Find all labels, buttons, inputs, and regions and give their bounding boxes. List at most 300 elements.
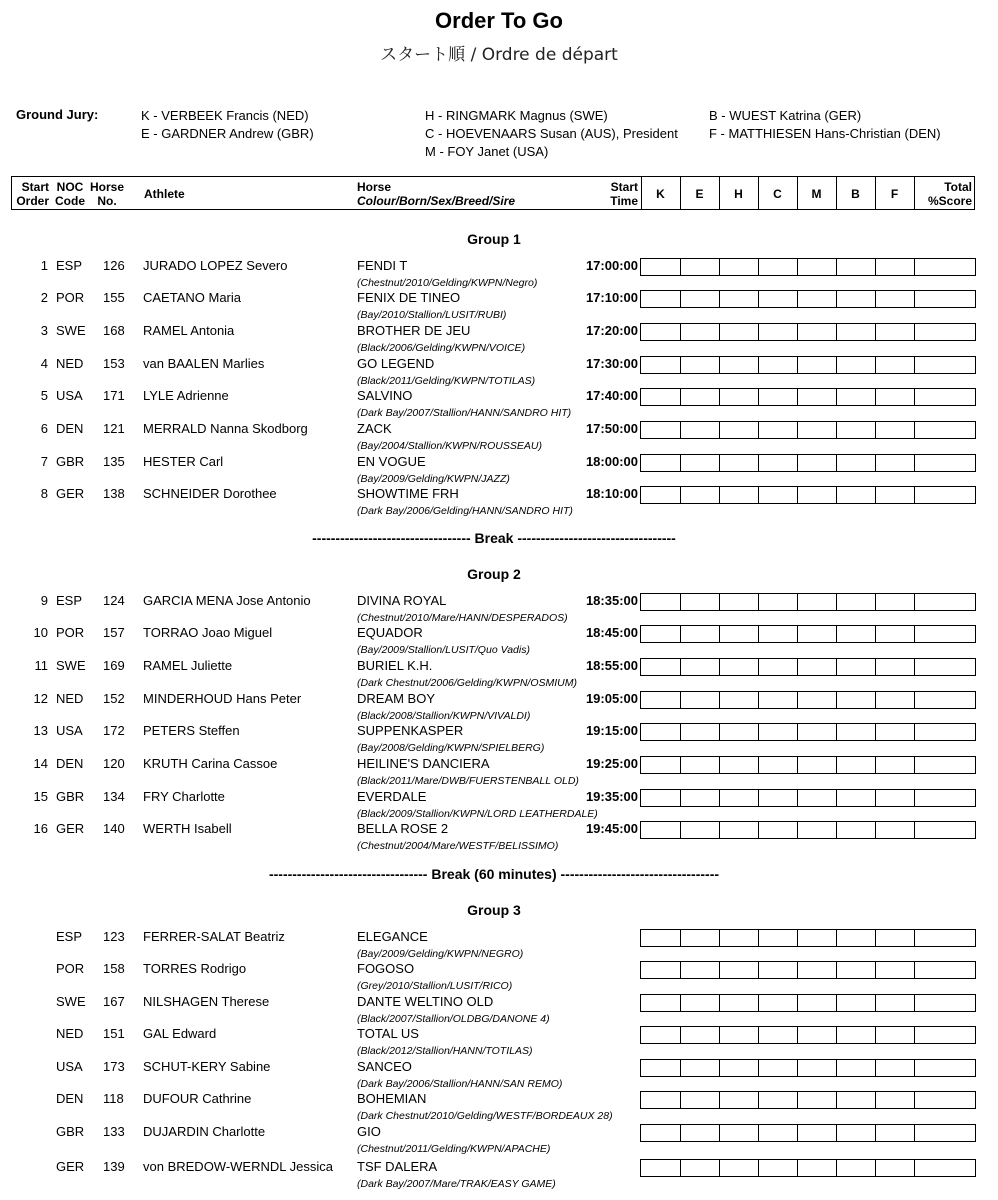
score-cell-divider <box>719 962 720 978</box>
table-row <box>0 258 998 290</box>
horse-number: 138 <box>103 486 125 501</box>
start-order: 6 <box>40 421 48 436</box>
score-cell-divider <box>719 455 720 471</box>
group-1-title: Group 1 <box>467 231 521 247</box>
horse-name: SANCEO <box>357 1059 412 1074</box>
score-cell-divider <box>797 724 798 740</box>
score-boxes <box>640 821 976 839</box>
horse-name: BROTHER DE JEU <box>357 323 471 338</box>
ground-jury-label: Ground Jury: <box>16 107 99 122</box>
score-boxes <box>640 356 976 374</box>
score-cell-divider <box>797 1027 798 1043</box>
horse-name: EQUADOR <box>357 625 423 640</box>
horse-name: SHOWTIME FRH <box>357 486 459 501</box>
score-cell-divider <box>875 1125 876 1141</box>
score-cell-divider <box>719 259 720 275</box>
score-cell-divider <box>836 594 837 610</box>
score-boxes <box>640 658 976 676</box>
header-judge-m: M <box>811 187 822 201</box>
score-cell-divider <box>719 930 720 946</box>
score-cell-divider <box>680 790 681 806</box>
table-row <box>0 691 998 723</box>
horse-details: (Bay/2008/Gelding/KWPN/SPIELBERG) <box>357 742 545 754</box>
score-cell-divider <box>680 389 681 405</box>
score-cell-divider <box>758 389 759 405</box>
noc-code: NED <box>56 1026 84 1041</box>
score-cell-divider <box>719 659 720 675</box>
horse-number: 121 <box>103 421 125 436</box>
score-cell-divider <box>797 757 798 773</box>
score-cell-divider <box>797 822 798 838</box>
score-cell-divider <box>836 757 837 773</box>
score-cell-divider <box>797 389 798 405</box>
horse-number: 135 <box>103 454 125 469</box>
start-order: 11 <box>34 658 48 673</box>
score-cell-divider <box>758 626 759 642</box>
score-cell-divider <box>758 1060 759 1076</box>
score-cell-divider <box>680 962 681 978</box>
score-cell-divider <box>875 626 876 642</box>
header-start-order: Start Order <box>16 180 49 208</box>
score-cell-divider <box>797 259 798 275</box>
horse-name: TOTAL US <box>357 1026 419 1041</box>
score-cell-divider <box>680 1027 681 1043</box>
start-order: 13 <box>33 723 48 738</box>
score-cell-divider <box>914 995 915 1011</box>
table-row <box>0 421 998 453</box>
score-boxes <box>640 258 976 276</box>
score-cell-divider <box>914 1125 915 1141</box>
score-cell-divider <box>680 1160 681 1176</box>
athlete-name: von BREDOW-WERNDL Jessica <box>143 1159 333 1174</box>
athlete-name: NILSHAGEN Therese <box>143 994 270 1009</box>
score-cell-divider <box>719 822 720 838</box>
score-cell-divider <box>680 291 681 307</box>
noc-code: SWE <box>56 323 86 338</box>
score-cell-divider <box>719 324 720 340</box>
score-cell-divider <box>914 757 915 773</box>
noc-code: GBR <box>56 789 85 804</box>
score-cell-divider <box>680 659 681 675</box>
start-time: 17:30:00 <box>585 356 638 371</box>
score-cell-divider <box>914 594 915 610</box>
score-cell-divider <box>797 659 798 675</box>
score-cell-divider <box>797 1160 798 1176</box>
score-cell-divider <box>836 626 837 642</box>
score-cell-divider <box>914 724 915 740</box>
athlete-name: GARCIA MENA Jose Antonio <box>143 593 311 608</box>
score-cell-divider <box>836 790 837 806</box>
horse-details: (Dark Chestnut/2010/Gelding/WESTF/BORDEAUX 28) <box>357 1110 613 1122</box>
table-row <box>0 593 998 625</box>
table-row <box>0 486 998 518</box>
score-cell-divider <box>758 1027 759 1043</box>
score-cell-divider <box>680 422 681 438</box>
start-time: 17:50:00 <box>585 421 638 436</box>
score-cell-divider <box>758 324 759 340</box>
score-boxes <box>640 1059 976 1077</box>
score-cell-divider <box>875 389 876 405</box>
header-horse: Horse Colour/Born/Sex/Breed/Sire <box>357 180 516 208</box>
start-time: 18:45:00 <box>585 625 638 640</box>
horse-details: (Chestnut/2010/Mare/HANN/DESPERADOS) <box>357 612 568 624</box>
jury-member: H - RINGMARK Magnus (SWE) <box>425 108 608 123</box>
score-cell-divider <box>797 291 798 307</box>
start-order: 12 <box>33 691 48 706</box>
header-total-score: Total %Score <box>927 180 972 208</box>
start-time: 17:40:00 <box>585 388 638 403</box>
score-cell-divider <box>719 1125 720 1141</box>
table-header <box>11 176 975 210</box>
score-cell-divider <box>875 594 876 610</box>
score-cell-divider <box>758 291 759 307</box>
score-boxes <box>640 1091 976 1109</box>
score-cell-divider <box>875 1027 876 1043</box>
horse-name: FENDI T <box>357 258 408 273</box>
score-cell-divider <box>914 1027 915 1043</box>
noc-code: GER <box>56 486 85 501</box>
horse-details: (Bay/2009/Gelding/KWPN/NEGRO) <box>357 948 524 960</box>
score-cell-divider <box>836 1160 837 1176</box>
athlete-name: KRUTH Carina Cassoe <box>143 756 278 771</box>
horse-details: (Chestnut/2010/Gelding/KWPN/Negro) <box>357 277 538 289</box>
start-order: 7 <box>40 454 48 469</box>
score-cell-divider <box>836 1125 837 1141</box>
score-cell-divider <box>758 930 759 946</box>
score-cell-divider <box>797 324 798 340</box>
athlete-name: DUFOUR Cathrine <box>143 1091 252 1106</box>
score-cell-divider <box>680 455 681 471</box>
horse-name: EN VOGUE <box>357 454 426 469</box>
horse-number: 157 <box>103 625 125 640</box>
score-cell-divider <box>836 1092 837 1108</box>
table-row <box>0 961 998 993</box>
score-cell-divider <box>914 822 915 838</box>
score-cell-divider <box>719 626 720 642</box>
score-cell-divider <box>914 626 915 642</box>
horse-details: (Bay/2009/Stallion/LUSIT/Quo Vadis) <box>357 644 530 656</box>
table-row <box>0 821 998 853</box>
jury-member: B - WUEST Katrina (GER) <box>709 108 862 123</box>
noc-code: ESP <box>56 929 83 944</box>
score-cell-divider <box>680 995 681 1011</box>
noc-code: POR <box>56 625 85 640</box>
header-judge-e: E <box>695 187 704 201</box>
score-boxes <box>640 691 976 709</box>
table-row <box>0 454 998 486</box>
noc-code: USA <box>56 1059 83 1074</box>
horse-details: (Black/2012/Stallion/HANN/TOTILAS) <box>357 1045 533 1057</box>
horse-details: (Chestnut/2011/Gelding/KWPN/APACHE) <box>357 1143 551 1155</box>
score-cell-divider <box>719 422 720 438</box>
horse-name: HEILINE'S DANCIERA <box>357 756 490 771</box>
score-cell-divider <box>719 594 720 610</box>
score-cell-divider <box>719 1027 720 1043</box>
horse-name: ZACK <box>357 421 392 436</box>
athlete-name: SCHUT-KERY Sabine <box>143 1059 271 1074</box>
score-cell-divider <box>680 487 681 503</box>
start-time: 18:00:00 <box>585 454 638 469</box>
score-boxes <box>640 1026 976 1044</box>
score-boxes <box>640 486 976 504</box>
score-boxes <box>640 789 976 807</box>
athlete-name: MERRALD Nanna Skodborg <box>143 421 308 436</box>
score-cell-divider <box>797 962 798 978</box>
jury-column-2 <box>425 107 678 161</box>
athlete-name: LYLE Adrienne <box>143 388 229 403</box>
horse-name: SALVINO <box>357 388 413 403</box>
score-cell-divider <box>875 724 876 740</box>
horse-number: 126 <box>103 258 125 273</box>
athlete-name: PETERS Steffen <box>143 723 240 738</box>
noc-code: SWE <box>56 994 86 1009</box>
start-order: 1 <box>40 258 48 273</box>
athlete-name: FRY Charlotte <box>143 789 225 804</box>
table-row <box>0 1026 998 1058</box>
score-boxes <box>640 421 976 439</box>
score-cell-divider <box>836 659 837 675</box>
athlete-name: WERTH Isabell <box>143 821 232 836</box>
score-cell-divider <box>680 1092 681 1108</box>
noc-code: GER <box>56 821 85 836</box>
score-cell-divider <box>914 1092 915 1108</box>
noc-code: POR <box>56 961 85 976</box>
score-boxes <box>640 1124 976 1142</box>
score-cell-divider <box>758 1092 759 1108</box>
header-judge-f: F <box>890 187 899 201</box>
score-cell-divider <box>719 790 720 806</box>
score-cell-divider <box>797 594 798 610</box>
group-2-title: Group 2 <box>467 566 521 582</box>
header-horse-no: Horse No. <box>89 180 124 208</box>
score-cell-divider <box>758 724 759 740</box>
score-cell-divider <box>797 930 798 946</box>
score-boxes <box>640 756 976 774</box>
score-boxes <box>640 454 976 472</box>
athlete-name: TORRES Rodrigo <box>143 961 247 976</box>
horse-number: 168 <box>103 323 125 338</box>
start-time: 18:35:00 <box>585 593 638 608</box>
score-cell-divider <box>758 259 759 275</box>
header-judge-b: B <box>851 187 860 201</box>
header-athlete: Athlete <box>144 187 185 201</box>
score-cell-divider <box>719 389 720 405</box>
score-cell-divider <box>797 487 798 503</box>
score-cell-divider <box>914 389 915 405</box>
horse-details: (Dark Bay/2007/Mare/TRAK/EASY GAME) <box>357 1178 556 1190</box>
header-noc-code: NOC Code <box>55 180 85 208</box>
horse-details: (Bay/2004/Stallion/KWPN/ROUSSEAU) <box>357 440 542 452</box>
start-time: 17:10:00 <box>585 290 638 305</box>
score-boxes <box>640 994 976 1012</box>
score-boxes <box>640 290 976 308</box>
score-cell-divider <box>680 1060 681 1076</box>
score-cell-divider <box>875 422 876 438</box>
score-cell-divider <box>836 455 837 471</box>
score-cell-divider <box>875 1160 876 1176</box>
horse-number: 153 <box>103 356 125 371</box>
start-order: 4 <box>40 356 48 371</box>
start-time: 18:10:00 <box>585 486 638 501</box>
horse-name: BURIEL K.H. <box>357 658 433 673</box>
score-boxes <box>640 929 976 947</box>
score-cell-divider <box>758 422 759 438</box>
noc-code: NED <box>56 691 84 706</box>
score-cell-divider <box>680 324 681 340</box>
score-cell-divider <box>875 930 876 946</box>
score-cell-divider <box>836 259 837 275</box>
score-cell-divider <box>875 962 876 978</box>
header-divider <box>914 177 915 209</box>
horse-number: 173 <box>103 1059 125 1074</box>
noc-code: DEN <box>56 1091 84 1106</box>
score-boxes <box>640 388 976 406</box>
start-order: 10 <box>33 625 48 640</box>
noc-code: DEN <box>56 756 84 771</box>
athlete-name: MINDERHOUD Hans Peter <box>143 691 302 706</box>
header-start-time: Start Time <box>610 180 638 208</box>
horse-name: ELEGANCE <box>357 929 428 944</box>
score-cell-divider <box>836 822 837 838</box>
athlete-name: HESTER Carl <box>143 454 224 469</box>
horse-details: (Black/2008/Stallion/KWPN/VIVALDI) <box>357 710 531 722</box>
noc-code: GBR <box>56 1124 85 1139</box>
horse-details: (Dark Bay/2006/Gelding/HANN/SANDRO HIT) <box>357 505 573 517</box>
score-boxes <box>640 961 976 979</box>
score-cell-divider <box>836 1027 837 1043</box>
horse-name: SUPPENKASPER <box>357 723 464 738</box>
score-cell-divider <box>914 962 915 978</box>
score-cell-divider <box>875 1092 876 1108</box>
horse-number: 120 <box>103 756 125 771</box>
score-cell-divider <box>758 995 759 1011</box>
score-cell-divider <box>719 1160 720 1176</box>
score-cell-divider <box>914 357 915 373</box>
horse-number: 172 <box>103 723 125 738</box>
score-cell-divider <box>914 790 915 806</box>
score-cell-divider <box>758 487 759 503</box>
noc-code: SWE <box>56 658 86 673</box>
score-cell-divider <box>758 357 759 373</box>
horse-number: 171 <box>103 388 125 403</box>
header-judge-c: C <box>773 187 782 201</box>
horse-number: 152 <box>103 691 125 706</box>
score-cell-divider <box>914 1160 915 1176</box>
score-cell-divider <box>758 790 759 806</box>
score-cell-divider <box>875 757 876 773</box>
score-cell-divider <box>836 724 837 740</box>
score-cell-divider <box>680 1125 681 1141</box>
score-cell-divider <box>797 1125 798 1141</box>
score-cell-divider <box>719 995 720 1011</box>
start-order: 16 <box>33 821 48 836</box>
score-cell-divider <box>914 422 915 438</box>
score-cell-divider <box>680 626 681 642</box>
athlete-name: SCHNEIDER Dorothee <box>143 486 277 501</box>
jury-column-1 <box>141 107 314 143</box>
score-cell-divider <box>797 692 798 708</box>
start-time: 19:05:00 <box>585 691 638 706</box>
noc-code: USA <box>56 388 83 403</box>
score-cell-divider <box>719 291 720 307</box>
table-row <box>0 356 998 388</box>
athlete-name: TORRAO Joao Miguel <box>143 625 273 640</box>
score-cell-divider <box>719 357 720 373</box>
table-row <box>0 625 998 657</box>
score-boxes <box>640 625 976 643</box>
horse-details: (Dark Bay/2006/Stallion/HANN/SAN REMO) <box>357 1078 563 1090</box>
table-row <box>0 756 998 788</box>
horse-name: FENIX DE TINEO <box>357 290 461 305</box>
score-cell-divider <box>836 422 837 438</box>
noc-code: POR <box>56 290 85 305</box>
score-cell-divider <box>680 594 681 610</box>
break-separator: ---------------------------------- Break ---------------------------------- <box>312 530 676 546</box>
score-cell-divider <box>914 487 915 503</box>
horse-details: (Grey/2010/Stallion/LUSIT/RICO) <box>357 980 513 992</box>
horse-number: 167 <box>103 994 125 1009</box>
horse-name: BELLA ROSE 2 <box>357 821 449 836</box>
score-cell-divider <box>758 692 759 708</box>
score-cell-divider <box>758 1160 759 1176</box>
horse-details: (Black/2009/Stallion/KWPN/LORD LEATHERDALE) <box>357 808 598 820</box>
score-cell-divider <box>680 724 681 740</box>
athlete-name: RAMEL Antonia <box>143 323 235 338</box>
table-row <box>0 789 998 821</box>
horse-details: (Dark Chestnut/2006/Gelding/KWPN/OSMIUM) <box>357 677 577 689</box>
score-cell-divider <box>875 692 876 708</box>
horse-name: TSF DALERA <box>357 1159 438 1174</box>
score-cell-divider <box>875 259 876 275</box>
score-cell-divider <box>836 962 837 978</box>
start-time: 19:15:00 <box>585 723 638 738</box>
score-cell-divider <box>875 487 876 503</box>
horse-details: (Dark Bay/2007/Stallion/HANN/SANDRO HIT) <box>357 407 572 419</box>
score-cell-divider <box>875 659 876 675</box>
table-row <box>0 658 998 690</box>
score-cell-divider <box>875 357 876 373</box>
table-row <box>0 723 998 755</box>
athlete-name: FERRER-SALAT Beatriz <box>143 929 285 944</box>
score-cell-divider <box>836 324 837 340</box>
start-order: 3 <box>40 323 48 338</box>
score-cell-divider <box>719 1092 720 1108</box>
start-order: 15 <box>33 789 48 804</box>
start-order: 8 <box>40 486 48 501</box>
score-cell-divider <box>836 692 837 708</box>
score-cell-divider <box>797 357 798 373</box>
score-cell-divider <box>719 487 720 503</box>
start-order: 14 <box>33 756 48 771</box>
noc-code: GBR <box>56 454 85 469</box>
noc-code: NED <box>56 356 84 371</box>
score-cell-divider <box>875 1060 876 1076</box>
score-cell-divider <box>914 455 915 471</box>
noc-code: USA <box>56 723 83 738</box>
score-cell-divider <box>875 790 876 806</box>
horse-details: (Black/2007/Stallion/OLDBG/DANONE 4) <box>357 1013 550 1025</box>
score-cell-divider <box>680 357 681 373</box>
horse-number: 124 <box>103 593 125 608</box>
noc-code: ESP <box>56 258 83 273</box>
score-cell-divider <box>680 822 681 838</box>
score-cell-divider <box>914 1060 915 1076</box>
horse-details: (Black/2011/Gelding/KWPN/TOTILAS) <box>357 375 536 387</box>
jury-member: K - VERBEEK Francis (NED) <box>141 108 309 123</box>
score-cell-divider <box>797 1060 798 1076</box>
table-row <box>0 1059 998 1091</box>
score-boxes <box>640 723 976 741</box>
